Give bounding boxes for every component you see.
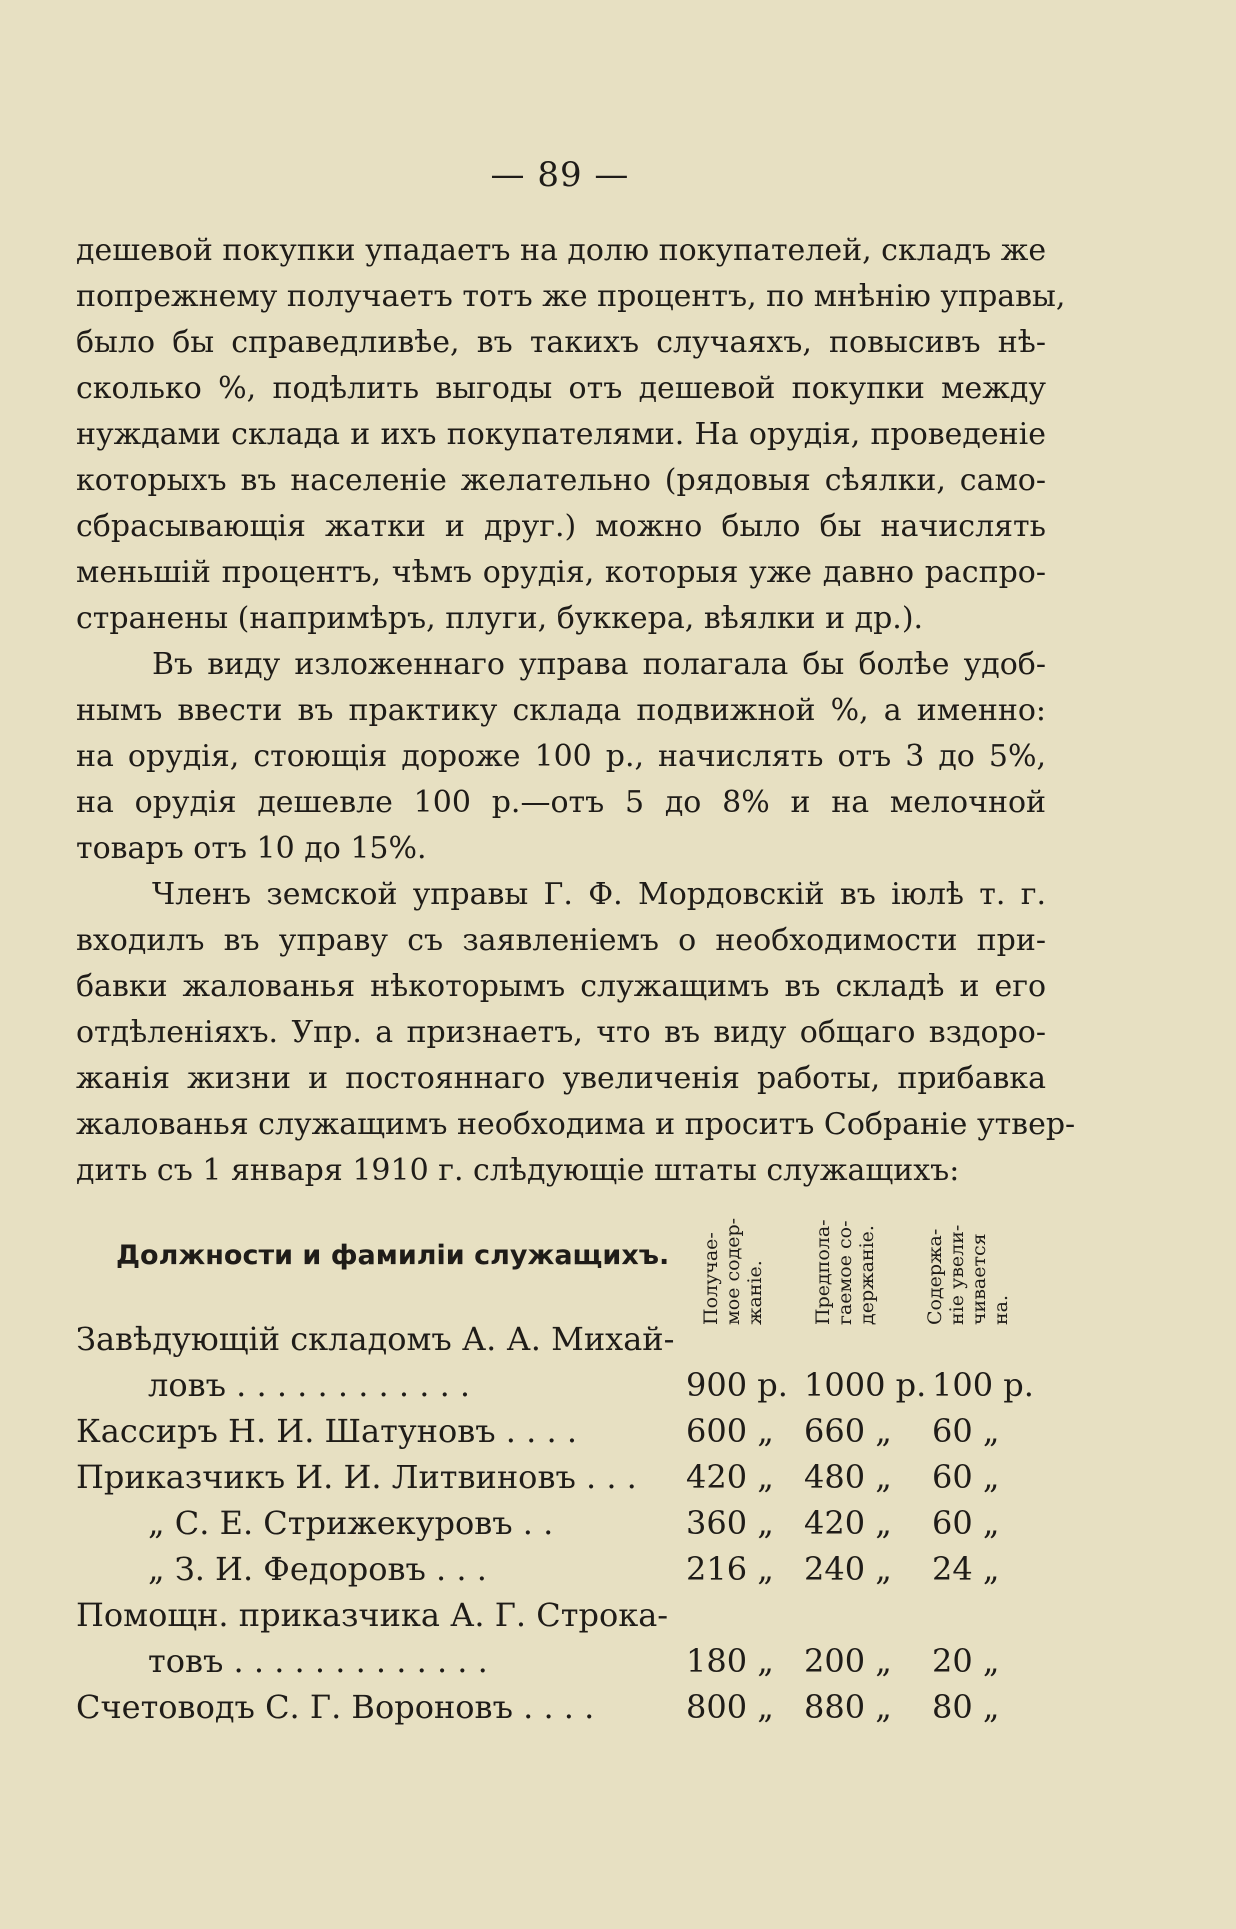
staff-name: товъ . . . . . . . . . . . . . (148, 1642, 488, 1680)
text-line: товаръ отъ 10 до 15%. (76, 831, 427, 866)
table-title: Должности и фамиліи служащихъ. (116, 1240, 670, 1271)
text-line: жалованья служащимъ необходима и проситъ Собраніе утвер- (76, 1107, 1076, 1142)
staff-table (76, 1316, 1056, 1730)
salary-proposed: 1000 р. (804, 1366, 927, 1404)
salary-current: 180 „ (686, 1642, 774, 1680)
text-line: было бы справедливѣе, въ такихъ случаяхъ, повысивъ нѣ- (76, 325, 1046, 360)
text-line: жанія жизни и постояннаго увеличенія работы, прибавка (76, 1061, 1046, 1096)
salary-increase: 100 р. (932, 1366, 1034, 1404)
salary-proposed: 420 „ (804, 1504, 892, 1542)
text-line: сколько %, подѣлить выгоды отъ дешевой покупки между (76, 371, 1046, 406)
staff-name: ловъ . . . . . . . . . . . . (148, 1366, 471, 1404)
table-row (76, 1546, 1056, 1592)
staff-name: „ С. Е. Стрижекуровъ . . (148, 1504, 554, 1542)
text-line: дить съ 1 января 1910 г. слѣдующіе штаты служащихъ: (76, 1153, 960, 1188)
text-line: нуждами склада и ихъ покупателями. На орудія, проведеніе (76, 417, 1046, 452)
page-number: — 89 — (490, 155, 630, 195)
salary-proposed: 200 „ (804, 1642, 892, 1680)
body-paragraphs (76, 228, 1076, 1194)
salary-current: 900 р. (686, 1366, 788, 1404)
text-line: входилъ въ управу съ заявленіемъ о необходимости при- (76, 923, 1046, 958)
col-header-current: Получае- мое содер- жаніе. (700, 1217, 766, 1325)
text-line: сбрасывающія жатки и друг.) можно было бы начислять (76, 509, 1046, 544)
salary-current: 360 „ (686, 1504, 774, 1542)
salary-increase: 24 „ (932, 1550, 1000, 1588)
text-line: странены (напримѣръ, плуги, буккера, вѣялки и др.). (76, 601, 924, 636)
text-line: на орудія, стоющія дороже 100 р., начислять отъ 3 до 5%, (76, 739, 1046, 774)
text-line: бавки жалованья нѣкоторымъ служащимъ въ складѣ и его (76, 969, 1046, 1004)
table-row (76, 1408, 1056, 1454)
salary-current: 800 „ (686, 1688, 774, 1726)
salary-proposed: 480 „ (804, 1458, 892, 1496)
staff-name: „ З. И. Федоровъ . . . (148, 1550, 487, 1588)
salary-proposed: 880 „ (804, 1688, 892, 1726)
col-header-proposed: Предпола- гаемое со- держаніе. (812, 1219, 878, 1325)
salary-current: 420 „ (686, 1458, 774, 1496)
text-line: на орудія дешевле 100 р.—отъ 5 до 8% и на мелочной (76, 785, 1046, 820)
table-row (76, 1684, 1056, 1730)
salary-proposed: 660 „ (804, 1412, 892, 1450)
staff-name: Счетоводъ С. Г. Вороновъ . . . . (76, 1688, 595, 1726)
text-line: которыхъ въ населеніе желательно (рядовыя сѣялки, само- (76, 463, 1046, 498)
staff-name: Помощн. приказчика А. Г. Строка- (76, 1596, 669, 1634)
text-line: Въ виду изложеннаго управа полагала бы болѣе удоб- (152, 647, 1046, 682)
staff-name: Приказчикъ И. И. Литвиновъ . . . (76, 1458, 637, 1496)
text-line: Членъ земской управы Г. Ф. Мордовскій въ іюлѣ т. г. (152, 877, 1046, 912)
col-header-increase: Содержа- ніе увели- чивается на. (924, 1224, 1012, 1325)
salary-increase: 80 „ (932, 1688, 1000, 1726)
table-row (76, 1316, 1056, 1362)
staff-name: Кассиръ Н. И. Шатуновъ . . . . (76, 1412, 577, 1450)
text-line: отдѣленіяхъ. Упр. а признаетъ, что въ виду общаго вздоро- (76, 1015, 1046, 1050)
text-line: дешевой покупки упадаетъ на долю покупателей, складъ же (76, 233, 1047, 268)
table-row (76, 1638, 1056, 1684)
table-row (76, 1454, 1056, 1500)
salary-current: 216 „ (686, 1550, 774, 1588)
staff-name: Завѣдующій складомъ А. А. Михай- (76, 1320, 675, 1358)
salary-increase: 60 „ (932, 1458, 1000, 1496)
salary-increase: 60 „ (932, 1504, 1000, 1542)
table-row (76, 1362, 1056, 1408)
text-line: нымъ ввести въ практику склада подвижной %, а именно: (76, 693, 1046, 728)
salary-proposed: 240 „ (804, 1550, 892, 1588)
text-line: меньшій процентъ, чѣмъ орудія, которыя уже давно распро- (76, 555, 1046, 590)
text-line: попрежнему получаетъ тотъ же процентъ, по мнѣнію управы, (76, 279, 1066, 314)
table-row (76, 1500, 1056, 1546)
salary-increase: 60 „ (932, 1412, 1000, 1450)
salary-increase: 20 „ (932, 1642, 1000, 1680)
salary-current: 600 „ (686, 1412, 774, 1450)
table-row (76, 1592, 1056, 1638)
